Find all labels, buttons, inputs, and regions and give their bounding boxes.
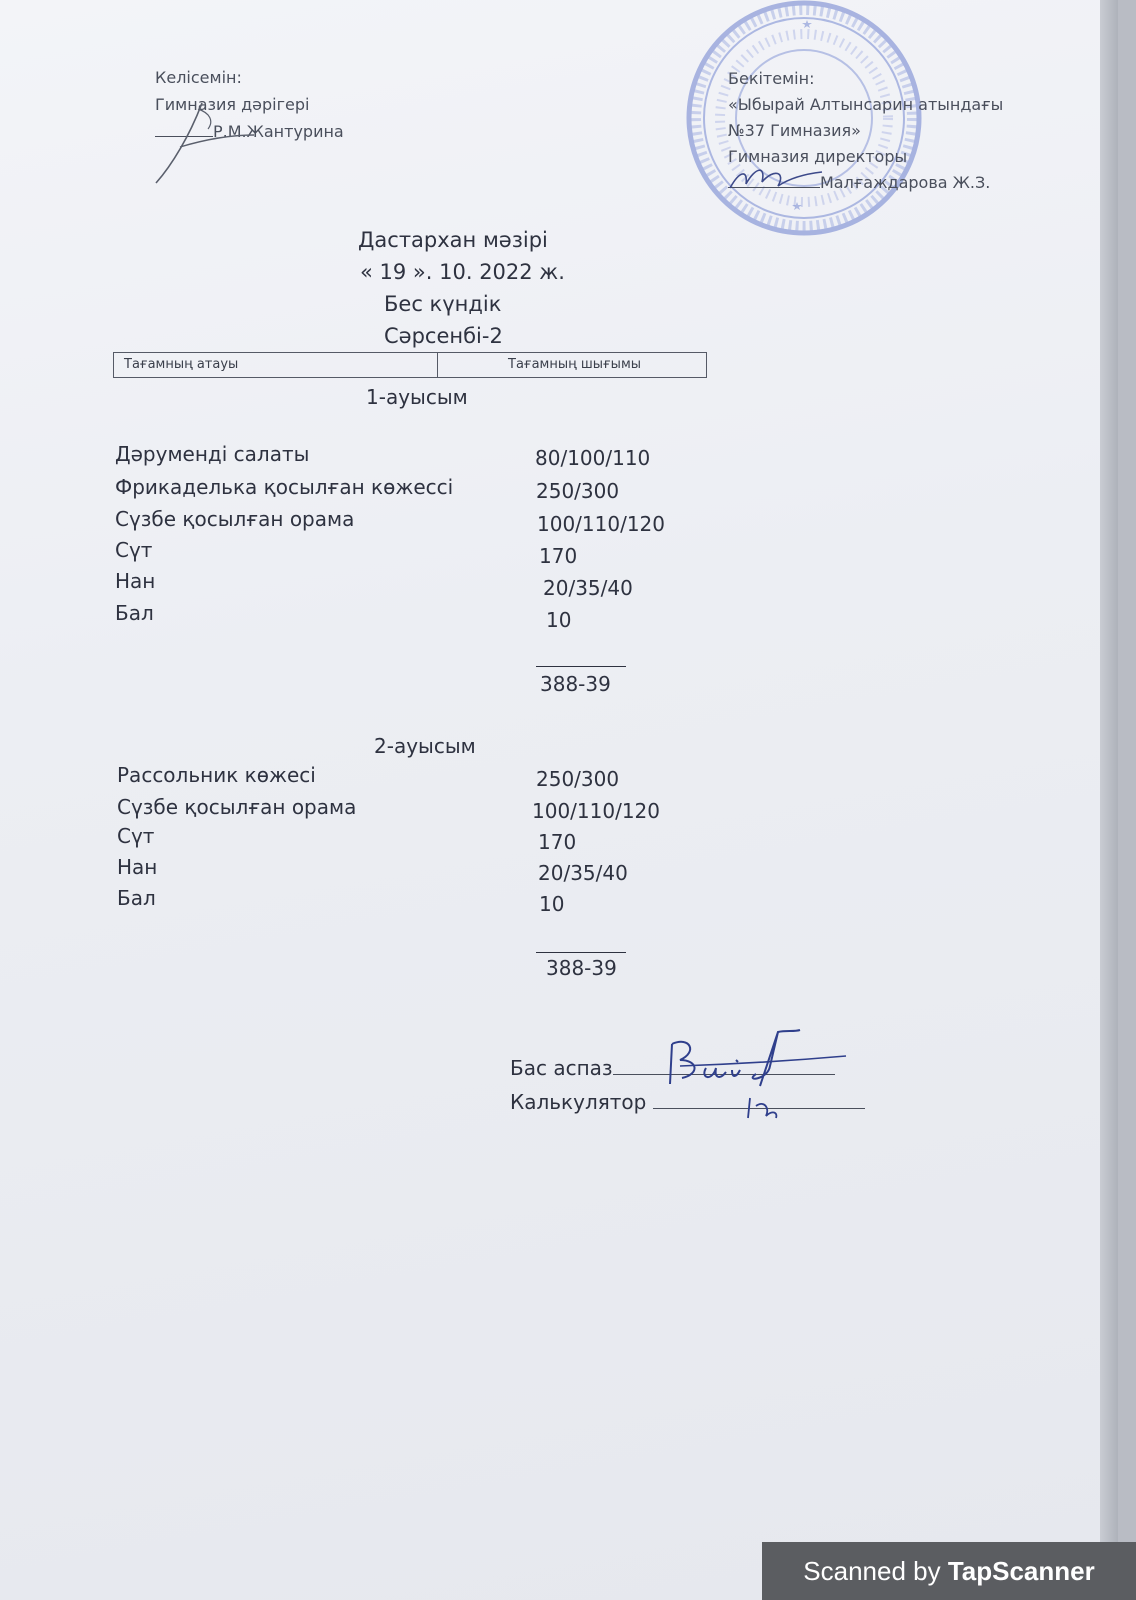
- list-item: Сүт: [117, 824, 155, 848]
- scanner-brand: TapScanner: [947, 1556, 1095, 1586]
- list-item: Рассольник көжесі: [117, 763, 316, 787]
- list-item-value: 250/300: [536, 479, 620, 503]
- shift2-title: 2-ауысым: [374, 734, 476, 758]
- director-signature: [726, 160, 826, 200]
- list-item: Нан: [117, 855, 158, 879]
- list-item-value: 10: [546, 608, 572, 632]
- list-item-value: 10: [539, 892, 565, 916]
- chef-signature: [660, 1026, 860, 1126]
- chef-label: Бас аспаз: [510, 1056, 613, 1080]
- approval-right-org-line2: №37 Гимназия»: [728, 121, 861, 140]
- list-item-value: 20/35/40: [543, 576, 633, 600]
- list-item: Нан: [115, 569, 156, 593]
- menu-period: Бес күндік: [384, 292, 502, 316]
- list-item: Дәруменді салаты: [115, 442, 310, 466]
- list-item-value: 170: [538, 830, 577, 854]
- column-dish-name: Тағамның атауы: [114, 353, 438, 377]
- list-item-value: 170: [539, 544, 578, 568]
- scanner-prefix: Scanned by: [803, 1556, 941, 1586]
- list-item: Сүт: [115, 538, 153, 562]
- menu-date: « 19 ». 10. 2022 ж.: [360, 260, 565, 284]
- list-item: Бал: [117, 886, 156, 910]
- scanner-watermark: [762, 1542, 1136, 1600]
- list-item-value: 100/110/120: [537, 512, 665, 536]
- menu-day: Сәрсенбі-2: [384, 324, 503, 348]
- total-divider: [536, 666, 626, 667]
- list-item-value: 250/300: [536, 767, 620, 791]
- calculator-label: Калькулятор: [510, 1090, 647, 1114]
- list-item-value: 80/100/110: [535, 446, 651, 470]
- doctor-signature: [150, 95, 260, 190]
- approval-right-name: Малғаждарова Ж.З.: [820, 173, 991, 192]
- list-item: Фрикаделька қосылған көжессі: [115, 475, 454, 499]
- approval-right-role: Гимназия директоры: [728, 147, 908, 166]
- list-item-value: 20/35/40: [538, 861, 628, 885]
- approval-left-heading: Келісемін:: [155, 68, 242, 87]
- list-item: Сүзбе қосылған орама: [117, 795, 357, 819]
- list-item-value: 100/110/120: [532, 799, 660, 823]
- approval-right-heading: Бекітемін:: [728, 69, 815, 88]
- shift1-total: 388-39: [540, 672, 611, 696]
- shift2-total: 388-39: [546, 956, 617, 980]
- menu-title: Дастархан мәзірі: [358, 228, 548, 252]
- list-item: Сүзбе қосылған орама: [115, 507, 355, 531]
- approval-left-name: Р.М.Жантурина: [213, 122, 344, 141]
- total-divider: [536, 952, 626, 953]
- paper-edge: [1100, 0, 1118, 1600]
- list-item: Бал: [115, 601, 154, 625]
- approval-right-org-line1: «Ыбырай Алтынсарин атындағы: [728, 95, 1004, 114]
- shift1-title: 1-ауысым: [366, 385, 468, 409]
- approval-left-role: Гимназия дәрігері: [155, 95, 310, 114]
- column-portion: Тағамның шығымы: [508, 357, 642, 372]
- menu-header-table: [113, 352, 707, 378]
